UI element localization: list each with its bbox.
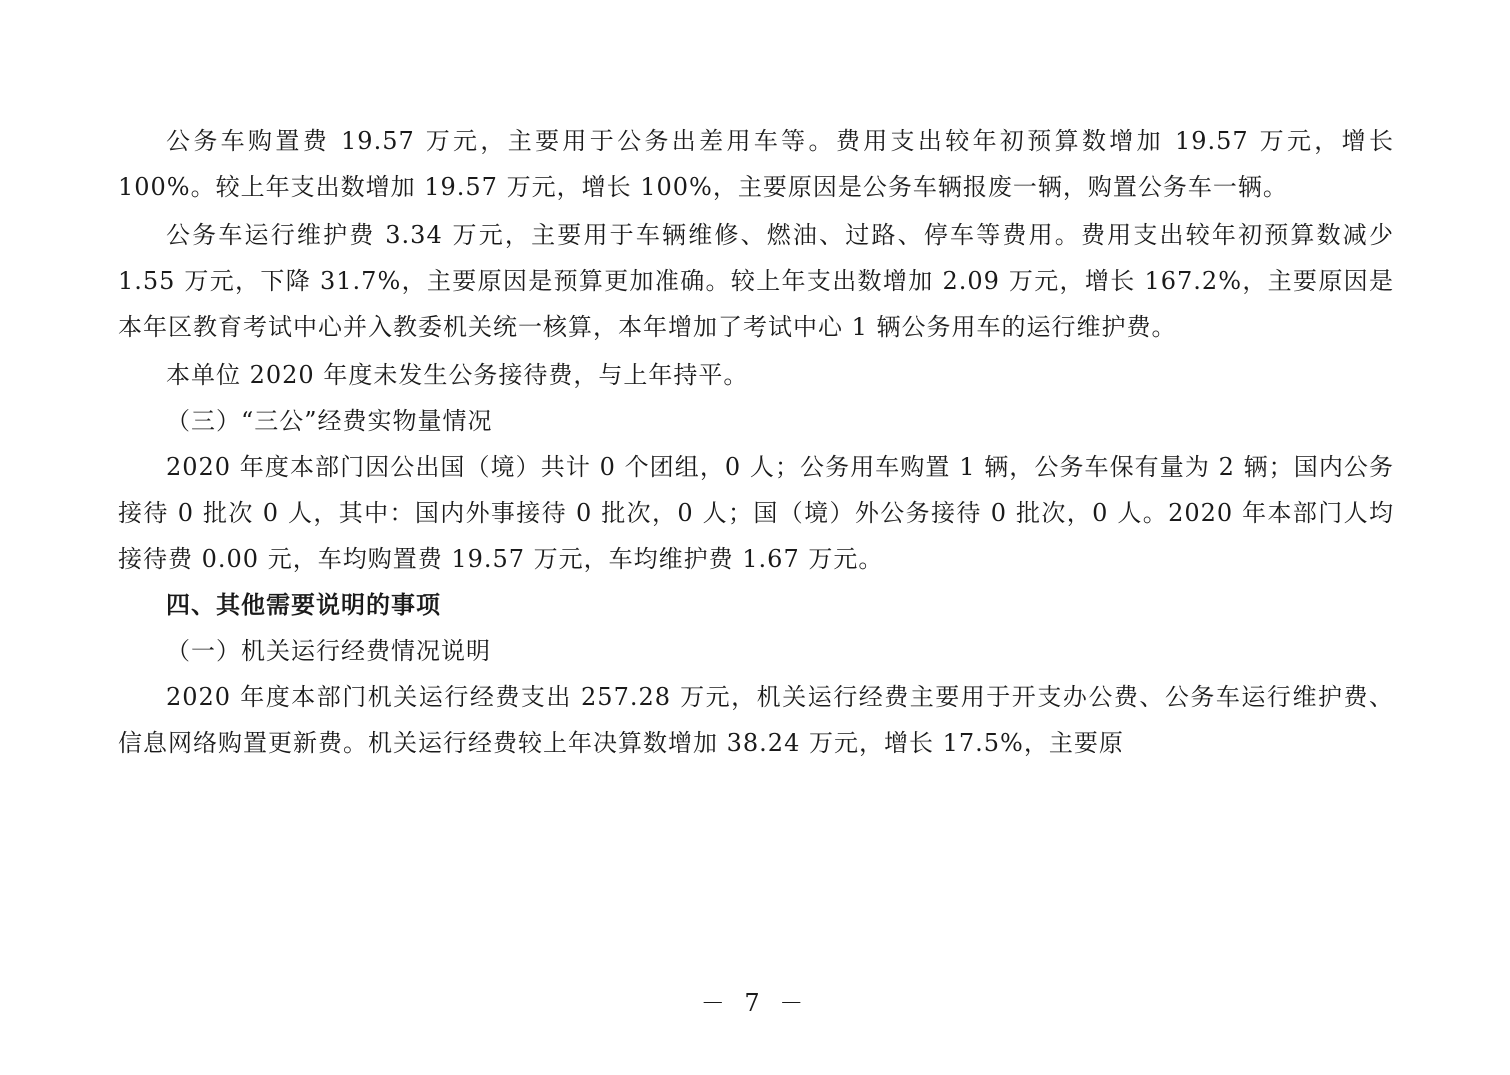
document-body: [118, 118, 1394, 766]
section-heading-other-matters: 四、其他需要说明的事项: [166, 590, 441, 619]
paragraph-vehicle-purchase: 公务车购置费 19.57 万元，主要用于公务出差用车等。费用支出较年初预算数增加 19.57 万元，增长 100%。较上年支出数增加 19.57 万元，增长 100%，主要原因是公务车辆报废一辆，购置公务车一辆。: [118, 127, 1394, 201]
paragraph-operating-expenses: 2020 年度本部门机关运行经费支出 257.28 万元，机关运行经费主要用于开支办公费、公务车运行维护费、信息网络购置更新费。机关运行经费较上年决算数增加 38.24 万元，增长 17.5%，主要原: [118, 683, 1394, 757]
subheading-three-public-quantity: （三）“三公”经费实物量情况: [166, 407, 493, 435]
paragraph-vehicle-maintenance: 公务车运行维护费 3.34 万元，主要用于车辆维修、燃油、过路、停车等费用。费用支出较年初预算数减少 1.55 万元，下降 31.7%，主要原因是预算更加准确。较上年支出数增加 2.09 万元，增长 167.2%，主要原因是本年区教育考试中心并入教委机关统一核算，本年增加了考试中心 1 辆公务用车的运行维护费。: [118, 221, 1394, 341]
paragraph-quantity-details: 2020 年度本部门因公出国（境）共计 0 个团组，0 人；公务用车购置 1 辆，公务车保有量为 2 辆；国内公务接待 0 批次 0 人，其中：国内外事接待 0 批次，0 人；国（境）外公务接待 0 批次，0 人。2020 年本部门人均接待费 0.00 元，车均购置费 19.57 万元，车均维护费 1.67 万元。: [118, 453, 1394, 573]
subheading-operating-expenses: （一）机关运行经费情况说明: [166, 637, 491, 665]
paragraph-reception-fee: 本单位 2020 年度未发生公务接待费，与上年持平。: [166, 361, 749, 389]
page-number: － 7 －: [700, 989, 810, 1017]
